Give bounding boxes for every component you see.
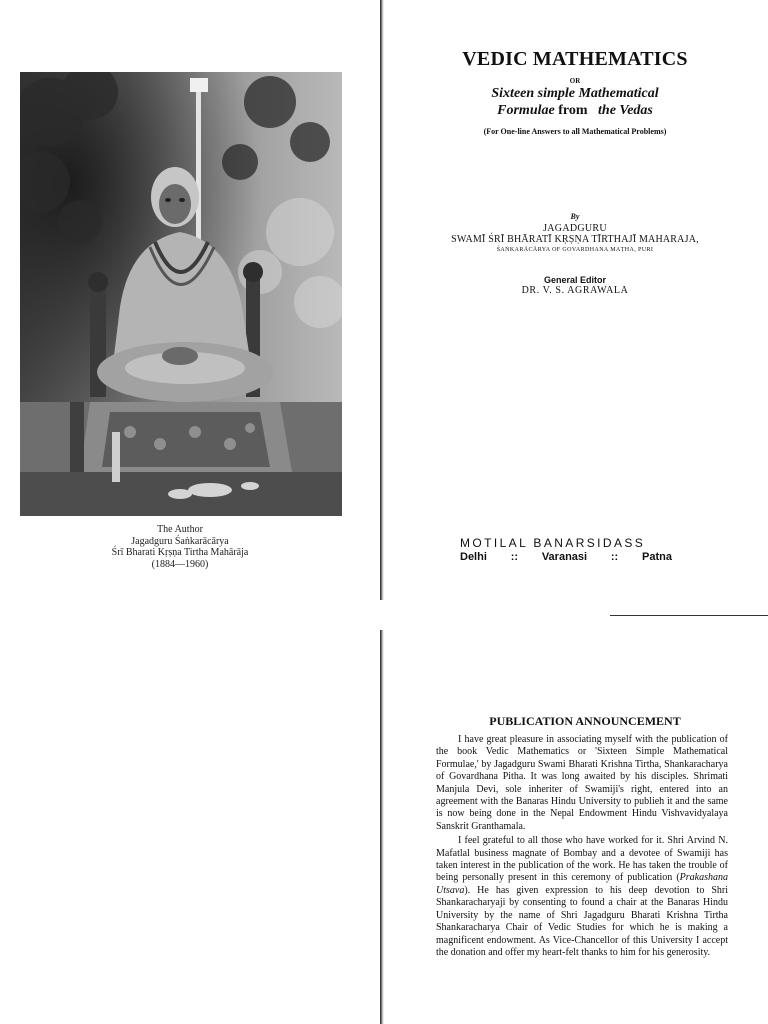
portrait-caption	[60, 524, 300, 570]
subtitle-line-1: Sixteen simple Mathematical	[491, 86, 659, 101]
caption-line: The Author	[157, 524, 203, 535]
city-patna: Patna	[642, 551, 672, 563]
publication-announcement	[436, 714, 728, 959]
caption-line: Jagadguru Śaṅkarācārya	[131, 535, 229, 547]
author-portrait-photo	[20, 72, 342, 516]
subtitle-vedas: the Vedas	[598, 103, 653, 118]
city-separator: ::	[610, 551, 619, 563]
book-spine	[380, 0, 384, 1024]
general-editor-label: General Editor	[543, 275, 606, 285]
spine-gap	[378, 600, 388, 630]
editor-name: DR. V. S. AGRAWALA	[521, 285, 629, 296]
subtitle-note: (For One-line Answers to all Mathematical Problems)	[483, 127, 667, 136]
author-name: SWAMĪ ŚRĪ BHĀRATĪ KṚṢṆA TĪRTHAJĪ MAHARAJA,	[451, 234, 699, 245]
announcement-heading: PUBLICATION ANNOUNCEMENT	[489, 714, 681, 728]
title-page	[420, 48, 730, 296]
author-honorific: JAGADGURU	[543, 223, 607, 234]
title-or: OR	[569, 77, 581, 85]
paragraph-text: ). He has given expression to his deep devotion to Shri Shankaracharyaji by consenting to found a chair at the Banaras Hindu University by the name of Shri Jagadguru Bharati Krishna Tirtha Shankaracharya Chair of Vedic Studies for which he is making a magnificent endowment. As Vice-Chancellor of this University I accept the donation and offer my heart-felt thanks to him for his generosity.	[436, 884, 728, 958]
subtitle-from: from	[558, 103, 588, 118]
publisher-name: MOTILAL BANARSIDASS	[460, 536, 646, 550]
announcement-paragraph: I have great pleasure in associating myself with the publication of the book Vedic Mathematics or 'Sixteen Simple Mathematical Formulae,' by Jagadguru Swami Bharati Krishna Tirtha, Shankaracharya of Govardhana Pitha. It was long awaited by his disciples. Shrimati Manjula Devi, sole inheriter of Swamiji's right, entered into an agreement with the Banaras Hindu University to publieh it and the same is now being done in the Nepal Endowment Hindu Vishvavidyalaya Sanskrit Granthamala.	[436, 734, 728, 832]
paragraph-text: I feel grateful to all those who have worked for it. Shri Arvind N. Mafatlal business magnate of Bombay and a devotee of Swamiji has taken interest in the publication of the work. He has taken the trouble of being personally present in this ceremony of publication (	[436, 835, 728, 884]
caption-line: (1884—1960)	[151, 558, 209, 570]
by-label: By	[570, 212, 580, 221]
city-delhi: Delhi	[460, 551, 487, 563]
city-separator: ::	[510, 551, 519, 563]
subtitle-line-2	[420, 102, 730, 119]
page-edge-rule	[610, 615, 768, 616]
publisher-block	[460, 536, 690, 563]
publisher-cities	[460, 551, 672, 563]
announcement-paragraph	[436, 835, 728, 959]
paragraph-italic: Prakashana Utsava	[436, 872, 728, 896]
caption-line: Śrī Bharati Kṛṣṇa Tirtha Mahārāja	[111, 547, 249, 558]
subtitle-formulae: Formulae	[497, 103, 555, 118]
author-title: ŚAṄKARĀCĀRYA OF GOVARDHANA MAṬHA, PURI	[496, 247, 654, 253]
book-title: VEDIC MATHEMATICS	[462, 48, 688, 70]
city-varanasi: Varanasi	[541, 551, 588, 563]
